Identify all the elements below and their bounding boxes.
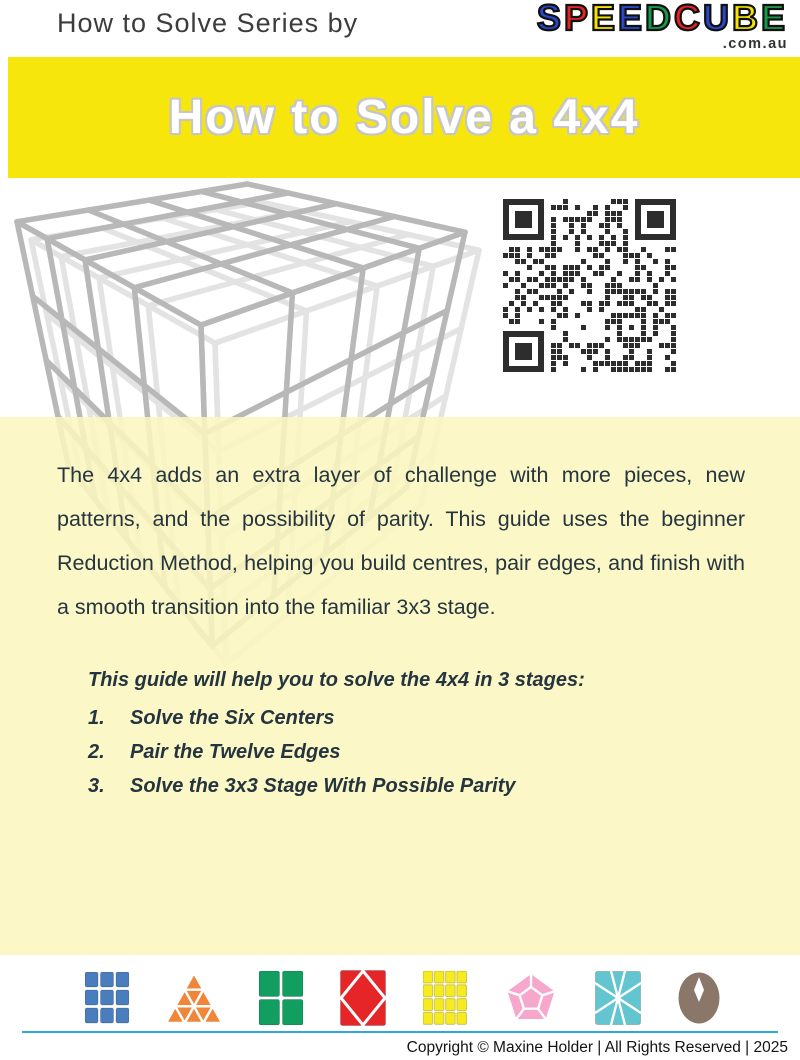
stage-item: 2. Pair the Twelve Edges xyxy=(88,741,341,763)
megaminx-icon xyxy=(504,972,558,1024)
speedcube-logo xyxy=(537,0,788,52)
logo-letter: E xyxy=(590,0,618,38)
intro-panel xyxy=(0,417,800,955)
cube-3x3-icon xyxy=(85,972,129,1024)
pyraminx-icon xyxy=(166,973,222,1023)
cube-2x2-icon xyxy=(259,971,303,1025)
square-1-icon xyxy=(595,971,641,1025)
logo-letter: P xyxy=(563,0,591,38)
logo-letter: E xyxy=(760,0,788,38)
logo-letter: S xyxy=(536,0,564,38)
stage-item: 3. Solve the 3x3 Stage With Possible Parity xyxy=(88,775,516,797)
logo-letters xyxy=(537,0,788,36)
stage-items xyxy=(88,708,800,797)
clock-icon xyxy=(678,972,720,1024)
stage-item: 1. Solve the Six Centers xyxy=(88,707,335,729)
logo-letter: C xyxy=(673,0,703,38)
logo-letter: U xyxy=(702,0,732,38)
stages-intro: This guide will help you to solve the 4x4 in 3 stages: xyxy=(88,669,585,691)
logo-letter: D xyxy=(644,0,674,38)
footer-divider xyxy=(22,1031,778,1033)
logo-letter: B xyxy=(731,0,761,38)
page-title: How to Solve a 4x4 xyxy=(168,91,640,144)
qr-code xyxy=(503,199,677,373)
cube-4x4-icon xyxy=(423,971,467,1025)
logo-letter: E xyxy=(617,0,645,38)
puzzle-icons-row xyxy=(85,970,720,1026)
logo-domain: .com.au xyxy=(722,36,788,52)
copyright-text: Copyright © Maxine Holder | All Rights Reserved | 2025 xyxy=(406,1039,788,1056)
intro-paragraph: The 4x4 adds an extra layer of challenge with more pieces, new patterns, and the possibility of parity. This guide uses the beginner Reduction Method, helping you build centres, pair edges, and finish with a smooth transition into the familiar 3x3 stage. xyxy=(57,463,745,619)
skewb-icon xyxy=(340,970,386,1026)
stages-list xyxy=(88,669,800,797)
title-banner xyxy=(8,57,800,178)
series-title: How to Solve Series by xyxy=(57,8,359,38)
